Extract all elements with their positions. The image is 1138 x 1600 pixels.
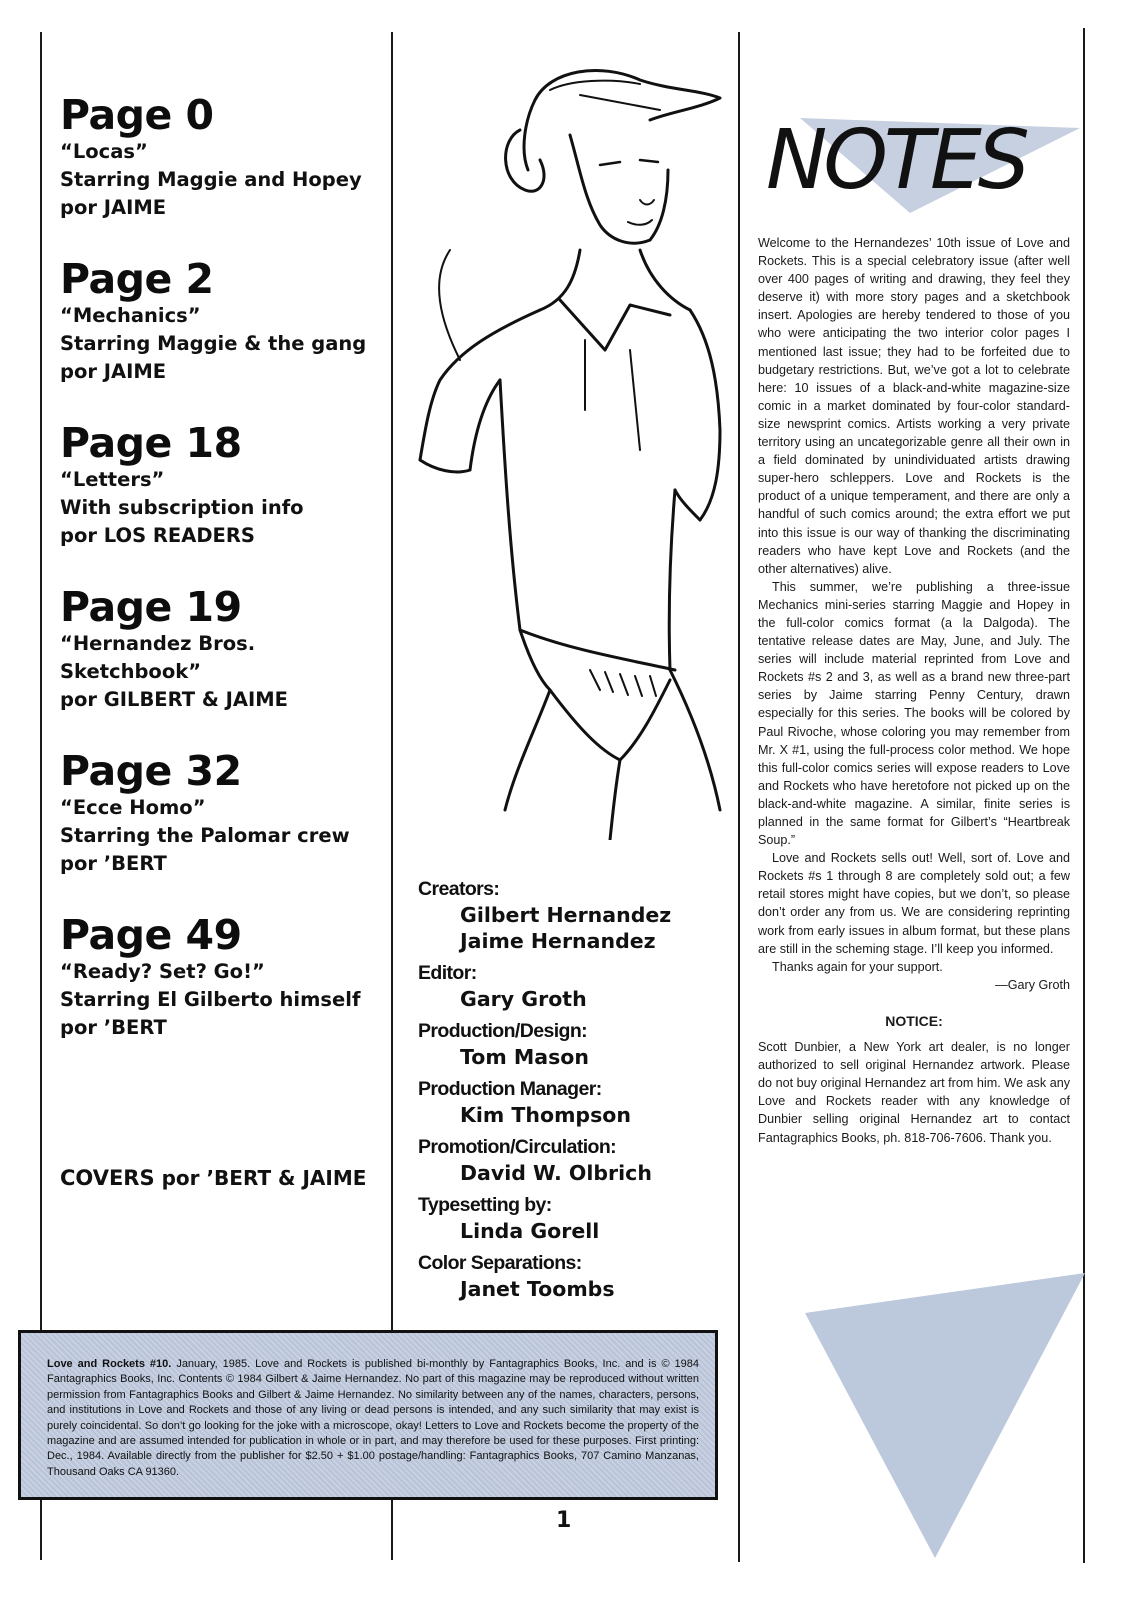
notes-paragraph: Thanks again for your support. xyxy=(772,959,943,974)
column-rule-left xyxy=(40,32,42,1332)
credit-name: Linda Gorell xyxy=(460,1219,600,1243)
toc-story-author: por JAIME xyxy=(60,360,167,383)
table-of-contents xyxy=(60,92,390,1076)
credit-name: Gilbert Hernandez xyxy=(460,903,672,927)
credit-name: David W. Olbrich xyxy=(460,1161,652,1185)
credit-role: Creators: xyxy=(418,878,500,900)
notes-article xyxy=(758,234,1070,1147)
credits-list xyxy=(418,876,718,1308)
toc-story-desc: With subscription info xyxy=(60,496,304,519)
column-rule-left-bottom xyxy=(40,1500,42,1560)
column-rule-mid xyxy=(391,32,393,1332)
credit-block xyxy=(418,1076,718,1128)
toc-page-number: Page 2 xyxy=(60,255,214,303)
toc-story-author: por JAIME xyxy=(60,196,167,219)
toc-story-desc: Starring El Gilberto himself xyxy=(60,988,361,1011)
decorative-triangle xyxy=(800,1268,1100,1568)
toc-story-title: “Hernandez Bros. xyxy=(60,632,256,655)
notice-text: Scott Dunbier, a New York art dealer, is no longer authorized to sell original Hernandez artwork. Please do not buy original Hernandez art from him. We ask any Love and Rockets reader with any knowledge of Dunbier selling original Hernandez art to contact Fantagraphics Books, ph. 818-706-7606. Thank you. xyxy=(758,1040,1070,1145)
credit-role: Promotion/Circulation: xyxy=(418,1136,617,1158)
toc-story-desc: Starring Maggie and Hopey xyxy=(60,168,362,191)
toc-entry xyxy=(60,420,390,550)
toc-entry xyxy=(60,584,390,714)
credit-block xyxy=(418,1134,718,1186)
column-rule-mid-bottom xyxy=(391,1500,393,1560)
toc-story-desc: Starring Maggie & the gang xyxy=(60,332,367,355)
notes-paragraph: Welcome to the Hernandezes’ 10th issue of Love and Rockets. This is a special celebratory issue (after well over 400 pages of writing and drawing, they feel they deserve it) with more story pages and a sketchbook insert. Apologies are hereby tendered to those of you who were anticipating the two interior color pages I mentioned last issue; they had to be forfeited due to budgetary restrictions. But, we’ve got a lot to celebrate here: 10 issues of a black-and-white magazine-size comic in a market dominated by four-color standard-size newsprint comics. Artists working a very private territory using an uncategorizable genre all their own in a field dominated by unindividuated artists drawing super-hero schleppers. Love and Rockets is the product of a unique temperament, and there are only a handful of such comics around; the extra effort we put into this issue is our way of thanking the discriminating readers who have kept Love and Rockets (and the other alternatives) alive. xyxy=(758,236,1070,576)
covers-credit xyxy=(60,1166,366,1190)
toc-entry xyxy=(60,92,390,222)
toc-story-author: por LOS READERS xyxy=(60,524,255,547)
credit-role: Editor: xyxy=(418,962,477,984)
toc-page-number: Page 0 xyxy=(60,91,214,139)
indicia-body: January, 1985. Love and Rockets is published bi-monthly by Fantagraphics Books, Inc. and is © 1984 Fantagraphics Books, Inc. Contents © 1984 Gilbert & Jaime Hernandez. No part of this magazine may be reproduced without written permission from Fantagraphics Books and Gilbert & Jaime Hernandez. No similarity between any of the names, characters, persons, and institutions in Love and Rockets and those of any living or dead persons is intended, and any such similarity that may exist is purely coincidental. So don’t go looking for the joke with a microscope, okay! Letters to Love and Rockets become the property of the magazine and are assumed intended for publication in whole or in part, and may therefore be used for these purposes. First printing: Dec., 1984. Available directly from the publisher for $2.50 + $1.00 postage/handling: Fantagraphics Books, 707 Camino Manzanas, Thousand Oaks CA 91360. xyxy=(47,1358,699,1478)
credit-block xyxy=(418,1192,718,1244)
indicia-box xyxy=(18,1330,718,1500)
credit-role: Production Manager: xyxy=(418,1078,602,1100)
sketch-illustration xyxy=(400,50,730,840)
toc-page-number: Page 18 xyxy=(60,419,242,467)
toc-story-desc: Sketchbook” xyxy=(60,660,202,683)
credit-block xyxy=(418,876,718,954)
toc-entry xyxy=(60,912,390,1042)
notes-signature: —Gary Groth xyxy=(995,977,1070,992)
covers-label: COVERS xyxy=(60,1166,155,1190)
notes-paragraph: This summer, we’re publishing a three-issue Mechanics mini-series starring Maggie and Hopey in the full-color comics format (a la Dalgoda). The tentative release dates are May, June, and July. The series will include material reprinted from Love and Rockets #s 2 and 3, as well as a brand new three-part series by Jaime starring Penny Century, drawn especially for this series. The books will be colored by Paul Rivoche, whose coloring you may remember from Mr. X #1, using the full-process color method. We hope this full-color comics series will expose readers to Love and Rockets who have heretofore not picked up on the black-and-white magazine. A similar, finite series is planned in the same format for Gilbert’s “Heartbreak Soup.” xyxy=(758,579,1070,848)
toc-story-author: por ’BERT xyxy=(60,852,167,875)
toc-story-author: por GILBERT & JAIME xyxy=(60,688,288,711)
credit-name: Tom Mason xyxy=(460,1045,589,1069)
notice-heading: NOTICE: xyxy=(885,1012,943,1029)
notes-paragraph: Love and Rockets sells out! Well, sort of. Love and Rockets #s 1 through 8 are completely sold out; a few retail stores might have copies, but we don’t, so please don’t order any from us. We are considering reprinting work from early issues in album format, but these plans are still in the scheming stage. I’ll keep you informed. xyxy=(758,851,1070,956)
credit-role: Production/Design: xyxy=(418,1020,588,1042)
credit-role: Color Separations: xyxy=(418,1252,582,1274)
toc-page-number: Page 49 xyxy=(60,911,242,959)
toc-story-title: “Mechanics” xyxy=(60,304,201,327)
toc-story-title: “Ecce Homo” xyxy=(60,796,206,819)
credit-name: Gary Groth xyxy=(460,987,587,1011)
toc-story-title: “Ready? Set? Go!” xyxy=(60,960,265,983)
credit-block xyxy=(418,1250,718,1302)
indicia-lead: Love and Rockets #10. xyxy=(47,1358,172,1370)
credit-name: Kim Thompson xyxy=(460,1103,631,1127)
column-rule-right xyxy=(738,32,740,1562)
toc-story-author: por ’BERT xyxy=(60,1016,167,1039)
credit-block xyxy=(418,960,718,1012)
toc-story-desc: Starring the Palomar crew xyxy=(60,824,350,847)
toc-entry xyxy=(60,748,390,878)
credit-name: Janet Toombs xyxy=(460,1277,615,1301)
svg-text:NOTES: NOTES xyxy=(766,113,1026,208)
page-number: 1 xyxy=(556,1508,572,1533)
covers-author: por ’BERT & JAIME xyxy=(161,1166,367,1190)
toc-page-number: Page 32 xyxy=(60,747,242,795)
toc-story-title: “Letters” xyxy=(60,468,165,491)
credit-role: Typesetting by: xyxy=(418,1194,552,1216)
toc-story-title: “Locas” xyxy=(60,140,148,163)
notes-title-logo xyxy=(760,108,1080,218)
credit-block xyxy=(418,1018,718,1070)
credit-name: Jaime Hernandez xyxy=(460,929,656,953)
toc-entry xyxy=(60,256,390,386)
indicia-text xyxy=(47,1357,699,1480)
toc-page-number: Page 19 xyxy=(60,583,242,631)
